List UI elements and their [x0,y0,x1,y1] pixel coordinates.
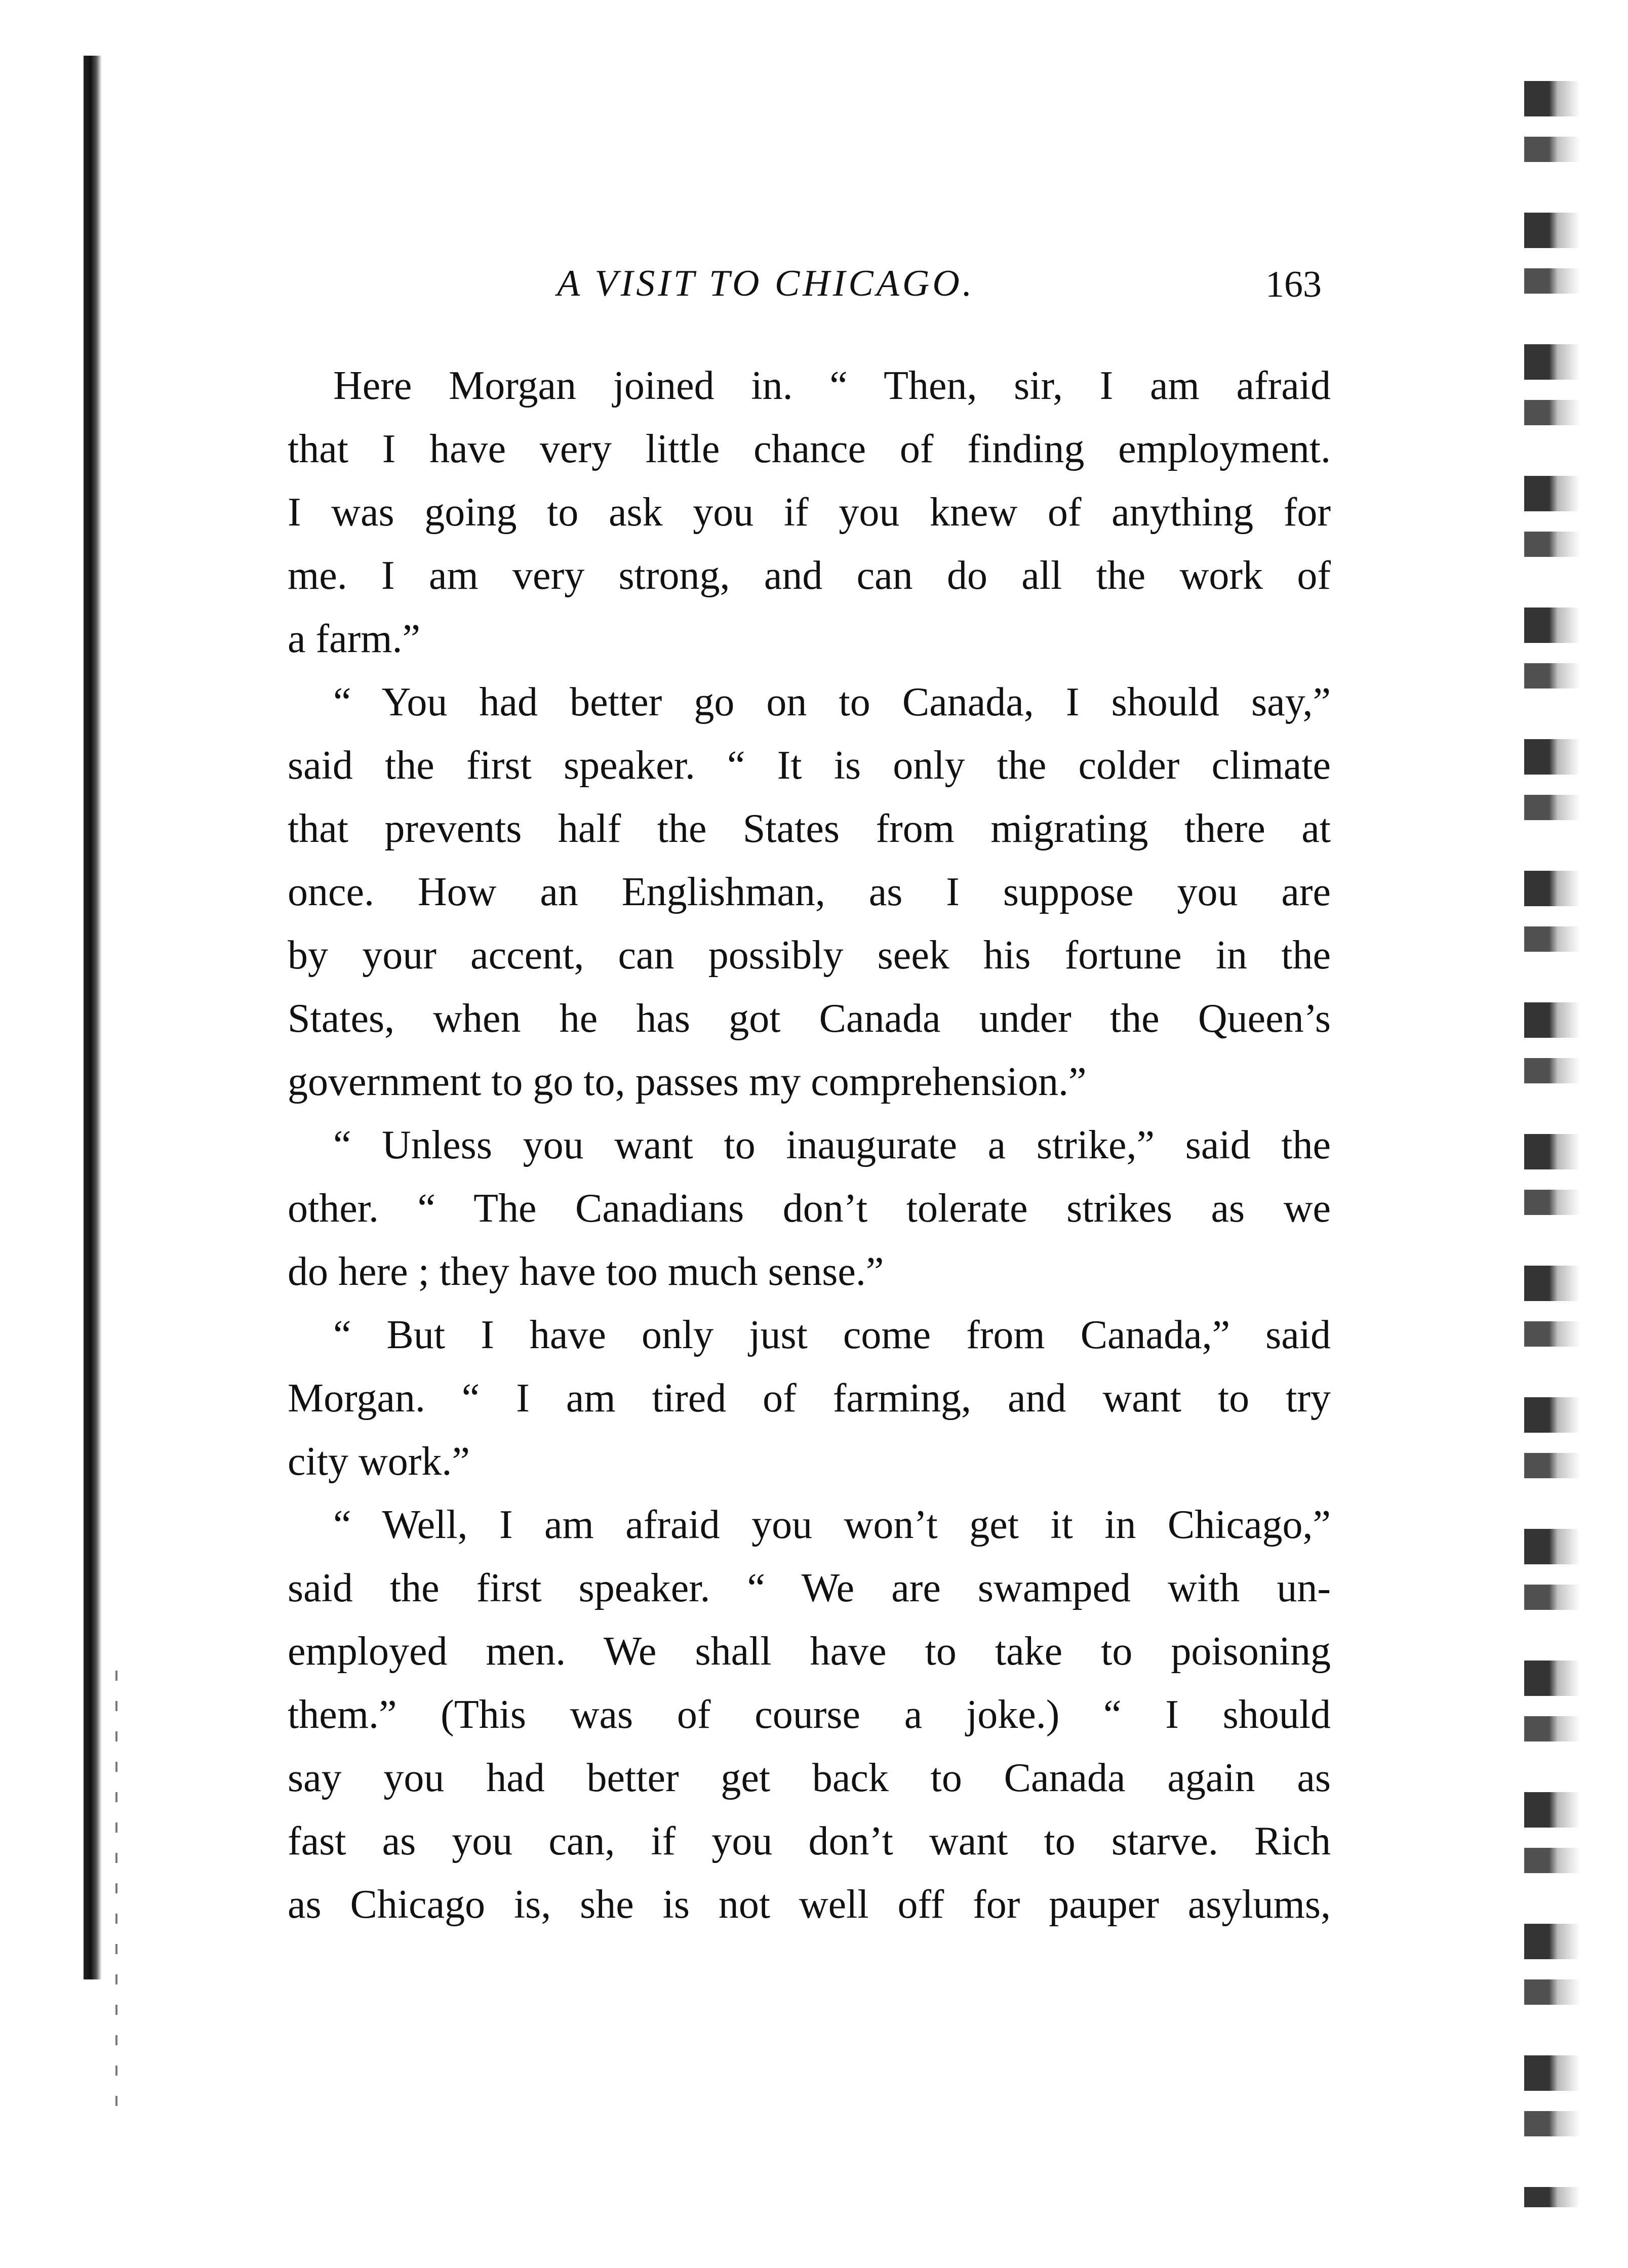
text-line: I was going to ask you if you knew of anything for [288,490,1331,535]
text-line: “ But I have only just come from Canada,” said [333,1313,1331,1357]
page-number: 163 [1265,264,1322,305]
text-line: that prevents half the States from migrating there at [288,806,1331,851]
text-line: say you had better get back to Canada again as [288,1756,1331,1800]
text-line: government to go to, passes my comprehension.” [288,1060,1087,1104]
running-header [284,262,1322,318]
running-title: A VISIT TO CHICAGO. [557,263,975,304]
text-line: employed men. We shall have to take to poisoning [288,1629,1331,1674]
text-line: “ You had better go on to Canada, I should say,” [333,680,1331,724]
text-line: said the first speaker. “ We are swamped with un- [288,1566,1331,1610]
binding-shadow-right [1524,81,1580,2207]
body-text [288,354,1331,1936]
text-line: said the first speaker. “ It is only the colder climate [288,743,1331,788]
text-line: as Chicago is, she is not well off for pauper asylums, [288,1882,1331,1927]
text-line: Here Morgan joined in. “ Then, sir, I am afraid [333,363,1331,408]
binding-shadow-left [84,56,102,1979]
text-line: Morgan. “ I am tired of farming, and want to try [288,1376,1331,1421]
text-line: that I have very little chance of finding employment. [288,427,1331,471]
text-line: city work.” [288,1439,470,1484]
text-line: them.” (This was of course a joke.) “ I should [288,1692,1331,1737]
text-line: me. I am very strong, and can do all the work of [288,553,1331,598]
text-line: fast as you can, if you don’t want to starve. Rich [288,1819,1331,1864]
text-line: other. “ The Canadians don’t tolerate strikes as we [288,1186,1331,1231]
text-line: do here ; they have too much sense.” [288,1249,884,1294]
text-line: States, when he has got Canada under the Queen’s [288,996,1331,1041]
text-line: “ Well, I am afraid you won’t get it in Chicago,” [333,1503,1331,1547]
text-line: “ Unless you want to inaugurate a strike,” said the [333,1123,1331,1167]
text-line: once. How an Englishman, as I suppose you are [288,870,1331,914]
text-line: by your accent, can possibly seek his fortune in the [288,933,1331,978]
text-line: a farm.” [288,617,421,661]
margin-speckle-left [115,1671,117,2126]
